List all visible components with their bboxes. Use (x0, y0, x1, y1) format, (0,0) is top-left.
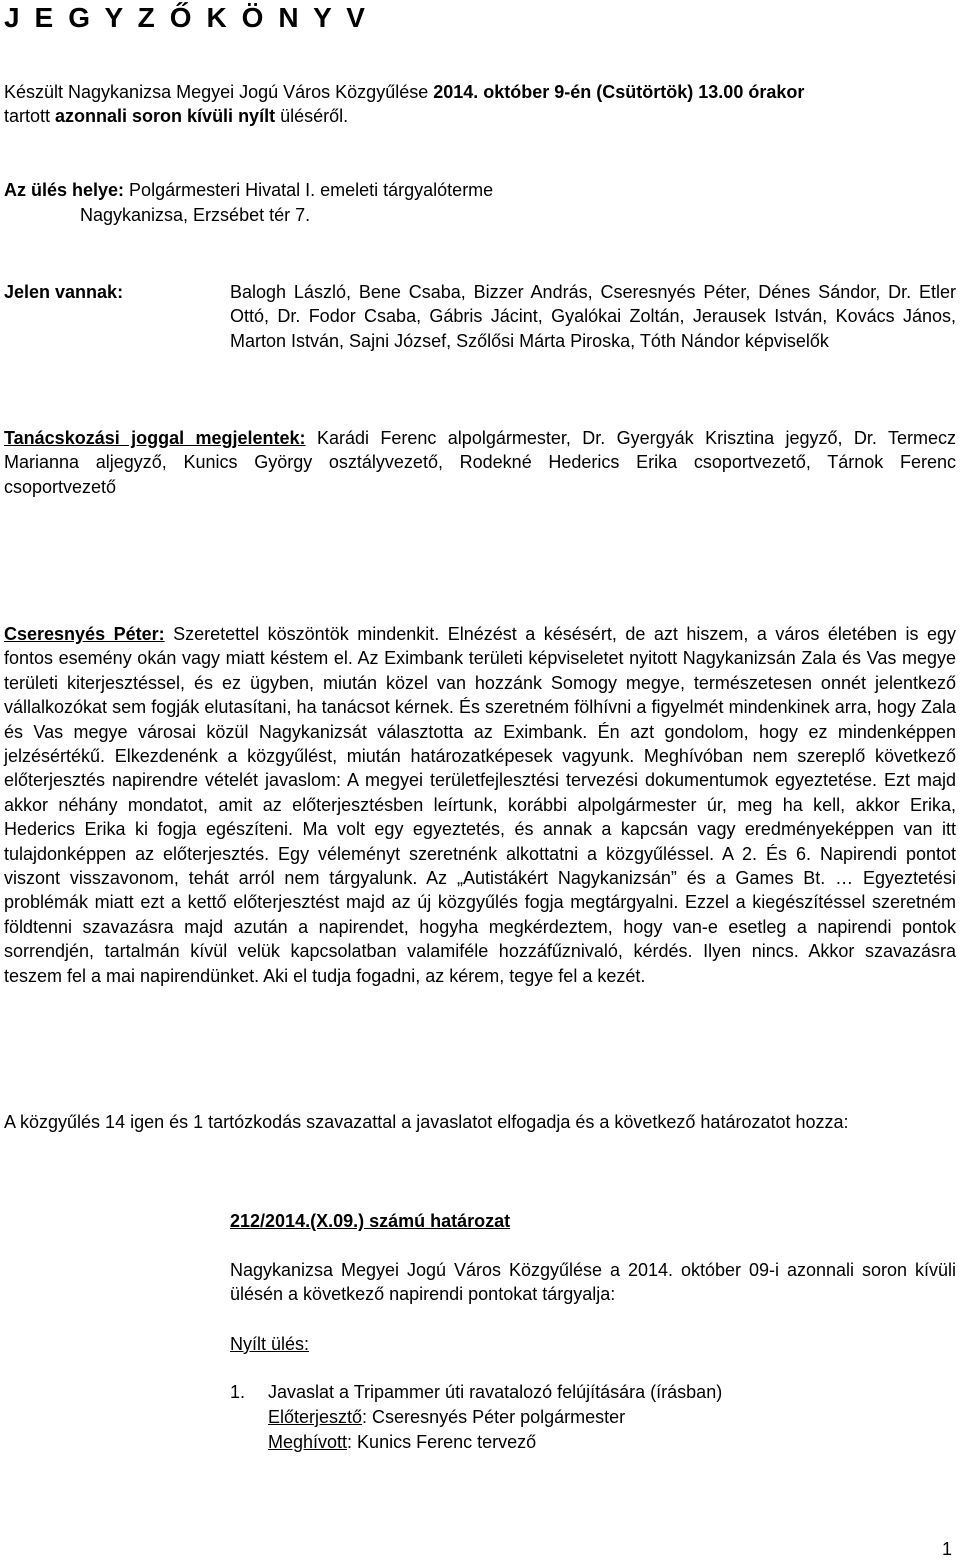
speech-text: Szeretettel köszöntök mindenkit. Elnézést a késésért, de azt hiszem, a város életében is egy fontos esemény okán vagy miatt késtem el. Az Eximbank területi képviseletet nyitott Nagykanizsán Zala és Vas megye területi kiterjesztéssel, és ez ügyben, miután közel van hozzánk Somogy megye, természetesen onnét jelentkező vállalkozókat sem fogják elutasítani, ha tanácsot kérnek. És szeretném fölhívni a figyelmét mindenkinek arra, hogy Zala és Vas megye városai közül Nagykanizsát választotta az Eximbank. Én azt gondolom, hogy ez mindenképpen jelzésértékű. Elkezdenénk a közgyűlést, miután határozatképesek vagyunk. Meghívóban nem szereplő következő előterjesztés napirendre vételét javaslom: A megyei területfejlesztési tervezési dokumentumok egyeztetése. Ezt majd akkor néhány mondatot, amit az előterjesztésben leírtunk, korábbi alpolgármester úr, meg ha kell, akkor Erika, Hederics Erika ki fogja egészíteni. Ma volt egy egyeztetés, és annak a kapcsán vagy eredményeképpen van itt tulajdonképpen az előterjesztés. Egy véleményt szeretnénk alkottatni a közgyűléssel. A 2. És 6. Napirendi pontot viszont visszavonom, tehát arról nem tárgyalunk. Az „Autistákért Nagykanizsán” és a Games Bt. … Egyeztetési problémák miatt ezt a kettő előterjesztést majd az új közgyűlés fogja megtárgyalni. Ezzel a kiegészítéssel szeretném földtenni szavazásra majd azután a napirendet, hogyha megkérdeztem, hogy van-e esetleg a napirendi pontok sorrendjén, tartalmán kívül velük kapcsolatban valamiféle hozzáfűznivaló, kérdés. Ilyen nincs. Akkor szavazásra teszem fel a mai napirendünket. Aki el tudja fogadni, az kérem, tegye fel a kezét. (4, 624, 956, 986)
meeting-date: 2014. október 9-én (Csütörtök) 13.00 órakor (433, 82, 805, 102)
intro-paragraph (4, 80, 956, 129)
vote-paragraph: A közgyűlés 14 igen és 1 tartózkodás szavazattal a javaslatot elfogadja és a következő határozatot hozza: (4, 1112, 849, 1132)
intro-text-a: Készült Nagykanizsa Megyei Jogú Város Közgyűlése (4, 82, 434, 102)
intro-text-b: tartott (4, 106, 56, 127)
speech-paragraph (4, 622, 956, 988)
page-number: 1 (941, 1539, 952, 1559)
agenda-item-invited (268, 1430, 536, 1454)
resolution-text: Nagykanizsa Megyei Jogú Város Közgyűlése a 2014. október 09-i azonnali soron kívüli ülésén a következő napirendi pontokat tárgyalja: (230, 1260, 956, 1305)
agenda-item-number: 1. (230, 1382, 246, 1402)
agenda-item-title: Javaslat a Tripammer úti ravatalozó felújítására (írásban) (268, 1382, 723, 1402)
location-line (4, 178, 493, 202)
meeting-type: azonnali soron kívüli nyílt (55, 106, 276, 127)
speaker-name: Cseresnyés Péter: (4, 624, 165, 644)
open-session-label: Nyílt ülés: (230, 1334, 310, 1354)
invited-label: Meghívott (268, 1432, 348, 1452)
location-address: Nagykanizsa, Erzsébet tér 7. (80, 205, 311, 225)
resolution-number: 212/2014.(X.09.) számú határozat (230, 1211, 511, 1231)
agenda-item-presenter (268, 1405, 625, 1429)
advisory-label: Tanácskozási joggal megjelentek: (4, 428, 306, 448)
present-list: Balogh László, Bene Csaba, Bizzer András, Cseresnyés Péter, Dénes Sándor, Dr. Etler Ottó, Dr. Fodor Csaba, Gábris Jácint, Gyalókai Zoltán, Jerausek István, Kovács János, Marton István, Sajni József, Szőlősi Márta Piroska, Tóth Nándor képviselők (230, 282, 956, 351)
invited-name: : Kunics Ferenc tervező (347, 1432, 537, 1452)
intro-text-c: üléséről. (275, 106, 349, 127)
advisory-list: Karádi Ferenc alpolgármester, Dr. Gyergyák Krisztina jegyző, Dr. Termecz Marianna aljegyző, Kunics György osztályvezető, Rodekné Hederics Erika csoportvezető, Tárnok Ferenc csoportvezető (4, 428, 956, 497)
location-label: Az ülés helye: (4, 180, 125, 200)
document-title: J E G Y Z Ő K Ö N Y V (4, 2, 369, 33)
advisory-paragraph (4, 426, 956, 499)
presenter-label: Előterjesztő (268, 1407, 363, 1427)
presenter-name: : Cseresnyés Péter polgármester (362, 1407, 626, 1427)
present-label: Jelen vannak: (4, 282, 124, 302)
location-line1: Polgármesteri Hivatal I. emeleti tárgyalóterme (124, 180, 494, 200)
